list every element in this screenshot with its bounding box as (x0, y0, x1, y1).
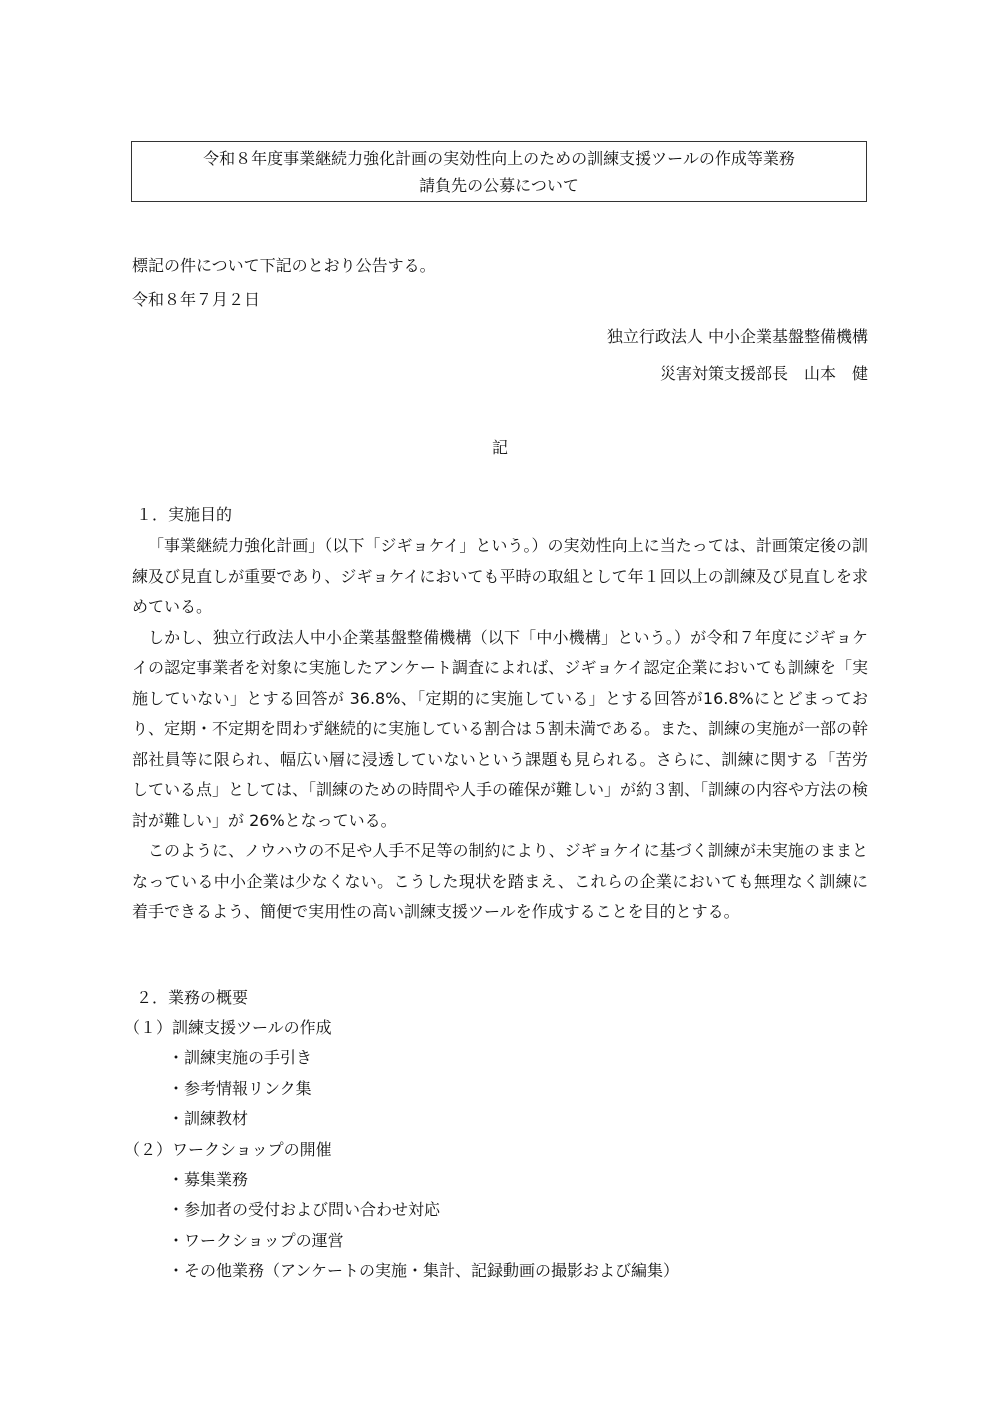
ki-heading: 記 (491, 438, 508, 457)
title-line-1: 令和８年度事業継続力強化計画の実効性向上のための訓練支援ツールの作成等業務 (203, 149, 795, 168)
issuer-organization: 独立行政法人 中小企業基盤整備機構 (606, 327, 868, 346)
section-2-item-1-sub-2: ・参考情報リンク集 (168, 1079, 312, 1098)
section-2-item-1-sub-1: ・訓練実施の手引き (168, 1048, 313, 1067)
section-2-item-2-sub-1: ・募集業務 (168, 1170, 249, 1189)
section-1-paragraph-3: このように、ノウハウの不足や人手不足等の制約により、ジギョケイに基づく訓練が未実施のままとなっている中小企業は少なくない。こうした現状を踏まえ、これらの企業においても無理なく訓練に着手できるよう、簡便で実用性の高い訓練支援ツールを作成することを目的とする。 (132, 841, 868, 921)
title-line-2: 請負先の公募について (419, 176, 579, 195)
section-2-item-2-sub-2: ・参加者の受付および問い合わせ対応 (168, 1200, 441, 1219)
issuer-person: 災害対策支援部長 山本 健 (659, 364, 868, 383)
section-1-heading: １．実施目的 (136, 505, 233, 524)
publication-date: 令和８年７月２日 (132, 290, 261, 309)
intro-text: 標記の件について下記のとおり公告する。 (132, 256, 436, 275)
section-2-item-2-sub-4: ・その他業務（アンケートの実施・集計、記録動画の撮影および編集） (168, 1261, 680, 1280)
section-2-item-1-sub-3: ・訓練教材 (168, 1109, 249, 1128)
section-1-body (132, 531, 868, 928)
document-title-box (131, 141, 867, 202)
section-1-paragraph-2: しかし、独立行政法人中小企業基盤整備機構（以下「中小機構」という。）が令和７年度にジギョケイの認定事業者を対象に実施したアンケート調査によれば、ジギョケイ認定企業においても訓練を「実施していない」とする回答が 36.8%、「定期的に実施している」とする回答が16.8%にとどまっており、定期・不定期を問わず継続的に実施している割合は５割未満である。また、訓練の実施が一部の幹部社員等に限られ、幅広い層に浸透していないという課題も見られる。さらに、訓練に関する「苦労している点」としては、「訓練のための時間や人手の確保が難しい」が約３割、「訓練の内容や方法の検討が難しい」が 26%となっている。 (132, 627, 869, 830)
section-1-paragraph-1: 「事業継続力強化計画」（以下「ジギョケイ」という。）の実効性向上に当たっては、計画策定後の訓練及び見直しが重要であり、ジギョケイにおいても平時の取組として年１回以上の訓練及び見直しを求めている。 (132, 536, 868, 616)
section-2-item-1: （１）訓練支援ツールの作成 (124, 1018, 332, 1037)
section-2-item-2-sub-3: ・ワークショップの運営 (168, 1231, 344, 1250)
section-2-item-2: （２）ワークショップの開催 (124, 1140, 332, 1159)
section-2-heading: ２．業務の概要 (136, 988, 249, 1007)
